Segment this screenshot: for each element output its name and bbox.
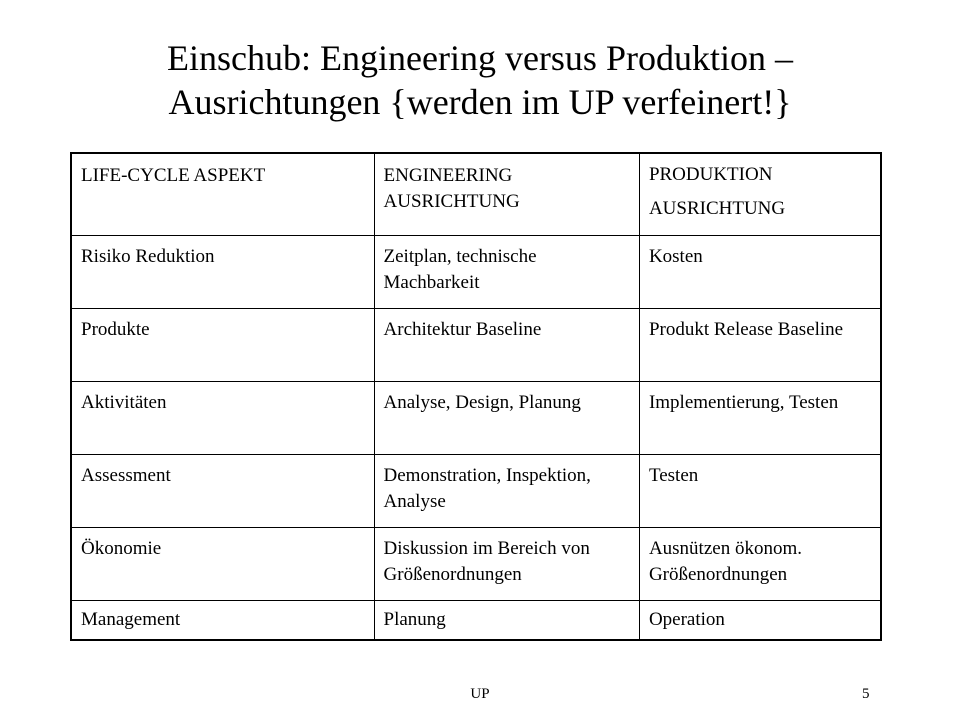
header-cell-engineering: ENGINEERING AUSRICHTUNG	[374, 153, 639, 236]
table-cell-engineering: Analyse, Design, Planung	[374, 382, 639, 455]
table-cell-aspect: Assessment	[71, 455, 374, 528]
table-cell-engineering: Zeitplan, technische Machbarkeit	[374, 236, 639, 309]
table-cell-aspect: Ökonomie	[71, 528, 374, 601]
table-row	[71, 601, 881, 641]
slide-title	[0, 36, 960, 124]
table-cell-aspect: Aktivitäten	[71, 382, 374, 455]
table-cell-aspect: Management	[71, 601, 374, 641]
table-cell-engineering: Architektur Baseline	[374, 309, 639, 382]
table-cell-engineering: Diskussion im Bereich von Größenordnungen	[374, 528, 639, 601]
table-cell-produktion: Kosten	[639, 236, 881, 309]
footer-label: UP	[470, 686, 490, 702]
table-cell-produktion: Operation	[639, 601, 881, 641]
table-row	[71, 236, 881, 309]
table-header-row	[71, 153, 881, 236]
page-number: 5	[862, 686, 870, 702]
header-cell-produktion: PRODUKTION AUSRICHTUNG	[639, 153, 881, 236]
table-cell-aspect: Risiko Reduktion	[71, 236, 374, 309]
table-row	[71, 309, 881, 382]
table-row	[71, 455, 881, 528]
comparison-table	[70, 152, 882, 641]
table-cell-produktion: Ausnützen ökonom. Größenordnungen	[639, 528, 881, 601]
table-cell-engineering: Planung	[374, 601, 639, 641]
table-cell-produktion: Implementierung, Testen	[639, 382, 881, 455]
table-cell-aspect: Produkte	[71, 309, 374, 382]
table-row	[71, 382, 881, 455]
table-cell-engineering: Demonstration, Inspektion, Analyse	[374, 455, 639, 528]
header-cell-aspect: LIFE-CYCLE ASPEKT	[71, 153, 374, 236]
slide-title-line-2: Ausrichtungen {werden im UP verfeinert!}	[168, 82, 792, 122]
slide-title-line-1: Einschub: Engineering versus Produktion –	[167, 38, 793, 78]
table-cell-produktion: Produkt Release Baseline	[639, 309, 881, 382]
table-row	[71, 528, 881, 601]
table-cell-produktion: Testen	[639, 455, 881, 528]
